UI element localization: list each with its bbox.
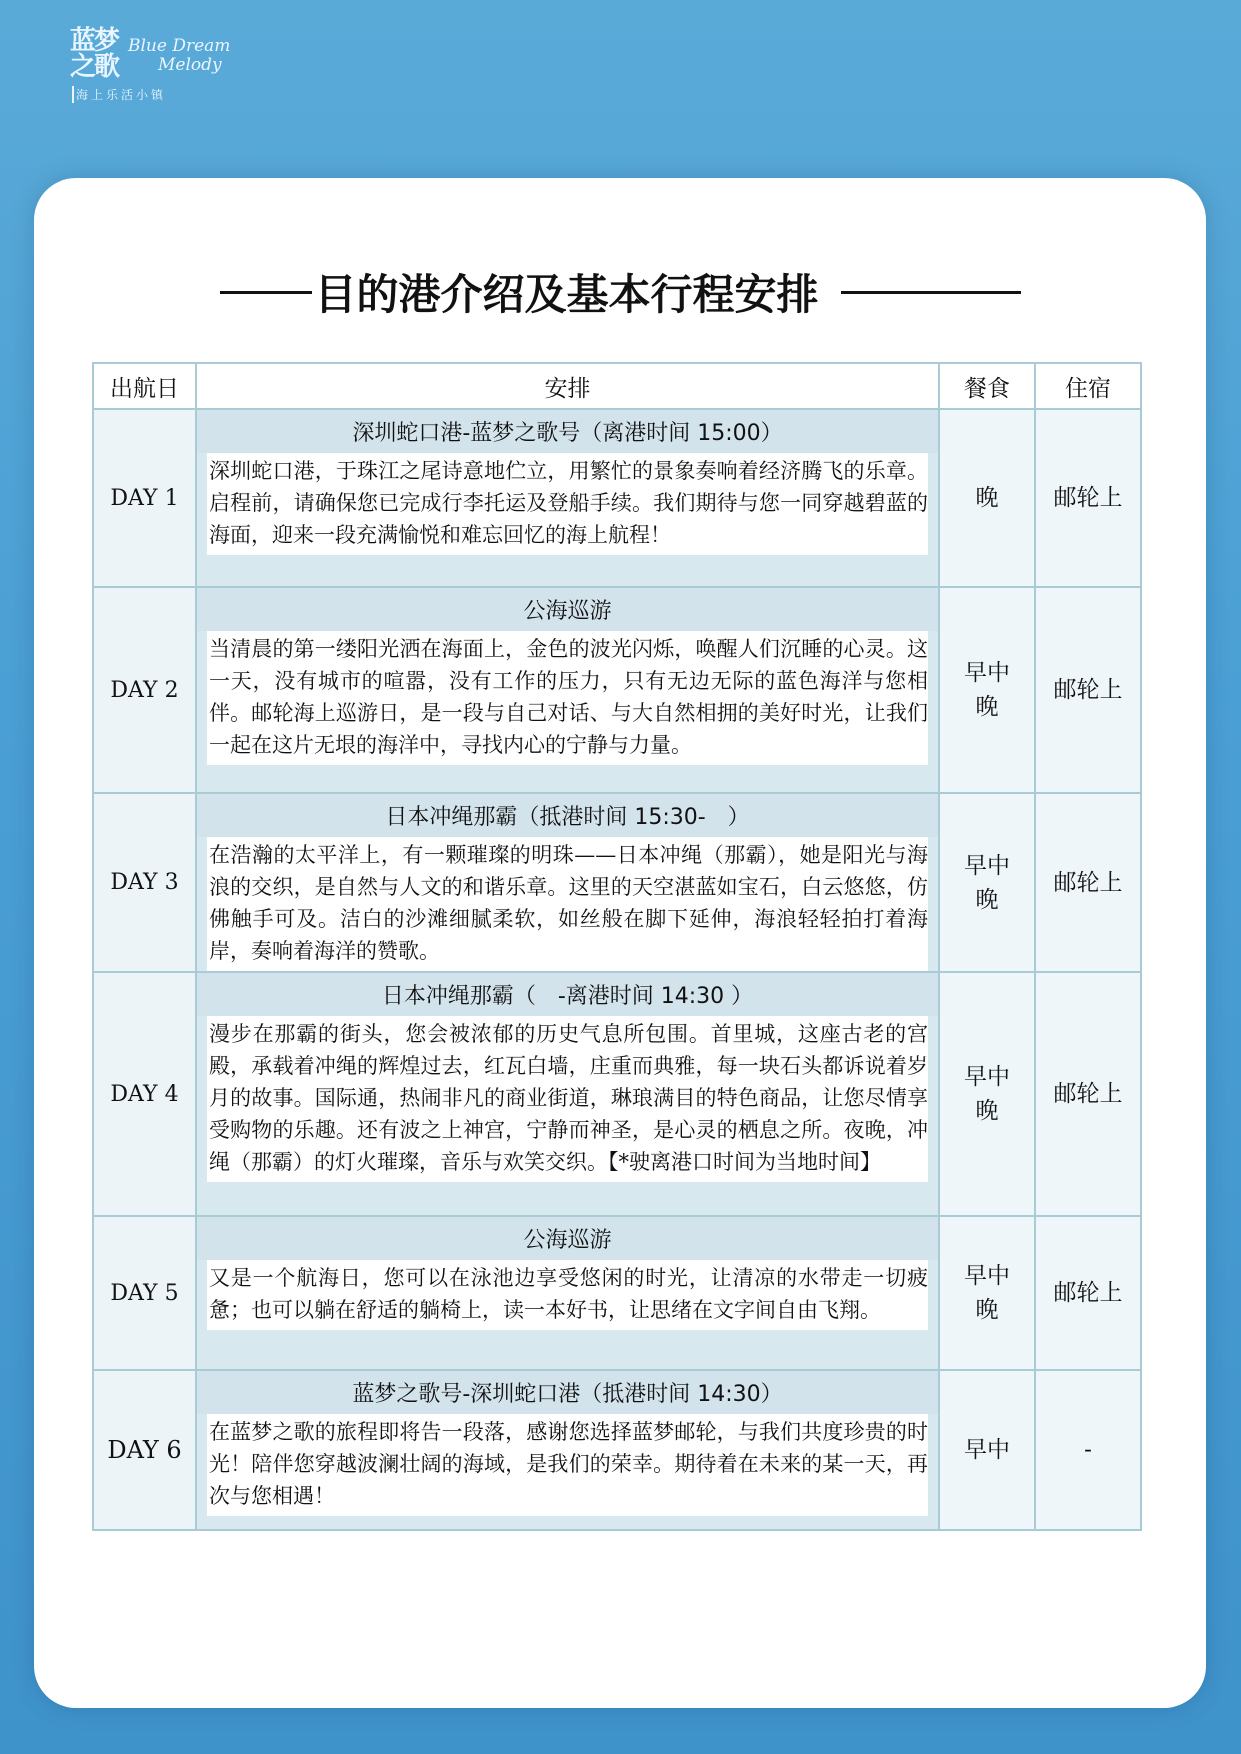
arrangement-title: 公海巡游 [197,1217,938,1260]
arrangement-title: 公海巡游 [197,588,938,631]
arrangement-desc: 在浩瀚的太平洋上，有一颗璀璨的明珠——日本冲绳（那霸），她是阳光与海浪的交织，是自然与人文的和谐乐章。这里的天空湛蓝如宝石，白云悠悠，仿佛触手可及。洁白的沙滩细腻柔软，如丝般在脚下延伸，海浪轻轻拍打着海岸，奏响着海洋的赞歌。 [207,837,928,971]
brand-logo [70,28,260,108]
table-row [93,587,1141,793]
page-title-text: 目的港介绍及基本行程安排 [314,270,819,319]
day-label: DAY 2 [93,587,196,793]
table-row [93,972,1141,1216]
meal-text: 早中晚 [964,1064,1010,1124]
meal-cell: 早中 [939,1370,1035,1530]
meal-cell [939,1216,1035,1370]
table-row [93,1216,1141,1370]
meal-text: 早中晚 [964,1263,1010,1323]
header-stay: 住宿 [1035,363,1141,409]
stay-cell: - [1035,1370,1141,1530]
arrangement-cell [196,409,939,587]
arrangement-title: 日本冲绳那霸（抵港时间 15:30- ） [197,794,938,837]
stay-cell: 邮轮上 [1035,1216,1141,1370]
title-rule-right [841,291,1021,294]
stay-cell: 邮轮上 [1035,793,1141,972]
stay-cell: 邮轮上 [1035,409,1141,587]
day-label: DAY 4 [93,972,196,1216]
stay-cell: 邮轮上 [1035,972,1141,1216]
arrangement-desc: 又是一个航海日，您可以在泳池边享受悠闲的时光，让清凉的水带走一切疲惫；也可以躺在舒适的躺椅上，读一本好书，让思绪在文字间自由飞翔。 [207,1260,928,1330]
logo-cn: 蓝梦之歌 [70,26,119,82]
day-label: DAY 6 [93,1370,196,1530]
arrangement-cell [196,1370,939,1530]
arrangement-desc: 漫步在那霸的街头，您会被浓郁的历史气息所包围。首里城，这座古老的宫殿，承载着冲绳的辉煌过去，红瓦白墙，庄重而典雅，每一块石头都诉说着岁月的故事。国际通，热闹非凡的商业街道，琳琅满目的特色商品，让您尽情享受购物的乐趣。还有波之上神宫，宁静而神圣，是心灵的栖息之所。夜晚，冲绳（那霸）的灯火璀璨，音乐与欢笑交织。【*驶离港口时间为当地时间】 [207,1016,928,1182]
meal-text: 早中晚 [964,660,1010,720]
meal-cell [939,972,1035,1216]
meal-cell [939,587,1035,793]
meal-cell [939,793,1035,972]
table-header-row [93,363,1141,409]
logo-en-line2: Melody [158,55,222,75]
arrangement-desc: 在蓝梦之歌的旅程即将告一段落，感谢您选择蓝梦邮轮，与我们共度珍贵的时光！陪伴您穿越波澜壮阔的海域，是我们的荣幸。期待着在未来的某一天，再次与您相遇！ [207,1414,928,1516]
table-row [93,793,1141,972]
title-rule-left [220,291,312,294]
logo-subtitle: 海上乐活小镇 [72,86,166,103]
header-arrangement: 安排 [196,363,939,409]
arrangement-desc: 深圳蛇口港，于珠江之尾诗意地伫立，用繁忙的景象奏响着经济腾飞的乐章。启程前，请确保您已完成行李托运及登船手续。我们期待与您一同穿越碧蓝的海面，迎来一段充满愉悦和难忘回忆的海上航程！ [207,453,928,555]
meal-text: 早中晚 [964,852,1010,913]
table-row [93,409,1141,587]
page-title [0,262,1241,322]
header-meal: 餐食 [939,363,1035,409]
arrangement-title: 日本冲绳那霸（ -离港时间 14:30 ） [197,973,938,1016]
header-day: 出航日 [93,363,196,409]
day-label: DAY 1 [93,409,196,587]
arrangement-cell [196,793,939,972]
day-label: DAY 5 [93,1216,196,1370]
day-label: DAY 3 [93,793,196,972]
arrangement-desc: 当清晨的第一缕阳光洒在海面上，金色的波光闪烁，唤醒人们沉睡的心灵。这一天，没有城市的喧嚣，没有工作的压力，只有无边无际的蓝色海洋与您相伴。邮轮海上巡游日，是一段与自己对话、与大自然相拥的美好时光，让我们一起在这片无垠的海洋中，寻找内心的宁静与力量。 [207,631,928,765]
arrangement-cell [196,972,939,1216]
arrangement-title: 蓝梦之歌号-深圳蛇口港（抵港时间 14:30） [197,1371,938,1414]
itinerary-table [92,362,1142,1531]
meal-cell: 晚 [939,409,1035,587]
arrangement-cell [196,1216,939,1370]
table-row [93,1370,1141,1530]
arrangement-cell [196,587,939,793]
logo-en-line1: Blue Dream [128,36,231,56]
stay-cell: 邮轮上 [1035,587,1141,793]
arrangement-title: 深圳蛇口港-蓝梦之歌号（离港时间 15:00） [197,410,938,453]
